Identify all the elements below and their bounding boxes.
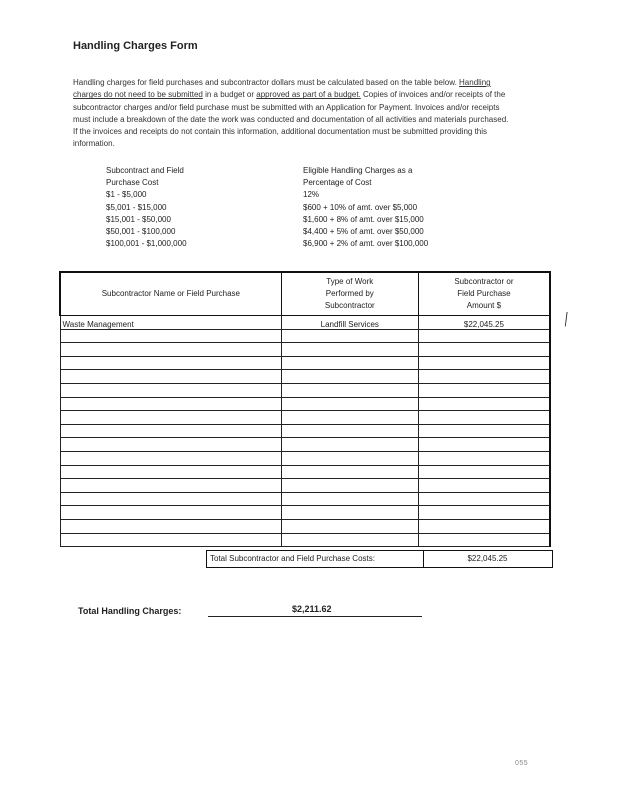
cell-amount: [418, 479, 550, 493]
cell-amount: [418, 343, 550, 357]
cell-type: [281, 492, 418, 506]
cell-amount: [418, 506, 550, 520]
handling-charges-value: $2,211.62: [292, 604, 332, 614]
rate-cost-header-1: Subcontract and Field: [106, 166, 184, 175]
cell-type: [281, 519, 418, 533]
handling-charges-line: [208, 616, 422, 617]
table-row: [60, 343, 550, 357]
form-title: Handling Charges Form: [73, 40, 198, 52]
cell-name: [60, 451, 281, 465]
cell-type: [281, 424, 418, 438]
cell-amount: [418, 533, 550, 547]
total-costs-label: Total Subcontractor and Field Purchase Costs:: [210, 554, 375, 563]
cell-type: [281, 506, 418, 520]
rate-cost-1: $1 - $5,000: [106, 190, 147, 200]
table-row: [60, 397, 550, 411]
cell-amount: [418, 383, 550, 397]
table-row: [60, 519, 550, 533]
cell-name: Waste Management: [60, 316, 281, 330]
rate-charge-1: 12%: [303, 190, 320, 200]
cell-amount: [418, 370, 550, 384]
rate-cost-column: [106, 165, 256, 250]
table-row: [60, 370, 550, 384]
rate-charge-3: $1,600 + 8% of amt. over $15,000: [303, 214, 424, 224]
cell-name: [60, 370, 281, 384]
intro-text-1: Handling charges for field purchases and subcontractor dollars must be calculated based on the table below.: [73, 78, 460, 87]
cell-name: [60, 411, 281, 425]
cell-name: [60, 492, 281, 506]
cell-name: [60, 397, 281, 411]
cell-name: [60, 383, 281, 397]
intro-underlined-1: Handling charges do not need to be submitted: [73, 78, 491, 100]
table-row: [60, 424, 550, 438]
cell-amount: [418, 451, 550, 465]
rate-cost-3: $15,001 - $50,000: [106, 214, 171, 224]
cell-type: [281, 329, 418, 343]
rate-charge-2: $600 + 10% of amt. over $5,000: [303, 202, 418, 212]
cell-type: [281, 370, 418, 384]
cell-amount: [418, 329, 550, 343]
cell-type: Landfill Services: [281, 316, 418, 330]
cell-name: [60, 438, 281, 452]
cell-name: [60, 533, 281, 547]
handling-charges-label: Total Handling Charges:: [78, 606, 182, 616]
purchases-table: [59, 271, 551, 547]
cell-type: [281, 383, 418, 397]
table-row: [60, 329, 550, 343]
cell-type: [281, 465, 418, 479]
table-row: [60, 411, 550, 425]
total-costs-value: $22,045.25: [423, 551, 551, 567]
rate-charge-header-1: Eligible Handling Charges as a: [303, 166, 413, 175]
intro-text-2: in a budget or: [202, 90, 257, 100]
cell-name: [60, 519, 281, 533]
cell-name: [60, 356, 281, 370]
table-row: [60, 316, 550, 330]
purchases-header-row: [60, 272, 550, 316]
rate-cost-header-2: Purchase Cost: [106, 178, 159, 188]
table-row: [60, 492, 550, 506]
cell-type: [281, 533, 418, 547]
header-type: Type of Work Performed by Subcontractor: [281, 272, 418, 316]
cell-type: [281, 397, 418, 411]
rate-cost-4: $50,001 - $100,000: [106, 227, 176, 237]
rate-charge-header-2: Percentage of Cost: [303, 178, 372, 188]
cell-type: [281, 343, 418, 357]
cell-amount: [418, 465, 550, 479]
cell-amount: [418, 397, 550, 411]
table-row: [60, 506, 550, 520]
header-name: Subcontractor Name or Field Purchase: [60, 272, 281, 316]
cell-type: [281, 356, 418, 370]
cell-name: [60, 479, 281, 493]
table-row: [60, 465, 550, 479]
table-row: [60, 356, 550, 370]
cell-name: [60, 329, 281, 343]
intro-underlined-2: approved as part of a budget.: [256, 90, 361, 100]
table-row: [60, 438, 550, 452]
rate-charge-column: [303, 165, 513, 250]
rate-cost-5: $100,001 - $1,000,000: [106, 239, 187, 249]
table-row: [60, 533, 550, 547]
cell-name: [60, 506, 281, 520]
cell-type: [281, 479, 418, 493]
cell-name: [60, 424, 281, 438]
cell-type: [281, 451, 418, 465]
cell-type: [281, 411, 418, 425]
intro-paragraph: [73, 77, 513, 151]
header-amount: Subcontractor or Field Purchase Amount $: [418, 272, 550, 316]
table-row: [60, 479, 550, 493]
rate-charge-5: $6,900 + 2% of amt. over $100,000: [303, 239, 429, 249]
table-row: [60, 383, 550, 397]
cell-amount: [418, 438, 550, 452]
cell-name: [60, 465, 281, 479]
cell-amount: [418, 492, 550, 506]
total-costs-row: [206, 550, 553, 568]
table-row: [60, 451, 550, 465]
rate-charge-4: $4,400 + 5% of amt. over $50,000: [303, 227, 424, 237]
cell-amount: [418, 519, 550, 533]
cell-amount: [418, 411, 550, 425]
cell-amount: $22,045.25: [418, 316, 550, 330]
cell-name: [60, 343, 281, 357]
cell-amount: [418, 424, 550, 438]
intro-text-3: Copies of invoices and/or receipts of the subcontractor charges and/or field purchase must be submitted with an Application for Payment. Invoices and/or receipts must include a breakdown of the date the work was conducted and documentation of all activities and materials purchased. If the invoices and receipts do not contain this information, additional documentation must be submitted providing this information.: [73, 90, 509, 149]
rate-cost-2: $5,001 - $15,000: [106, 202, 167, 212]
cell-type: [281, 438, 418, 452]
check-mark-icon: ╱: [561, 313, 572, 327]
cell-amount: [418, 356, 550, 370]
page-number: 055: [515, 760, 529, 767]
